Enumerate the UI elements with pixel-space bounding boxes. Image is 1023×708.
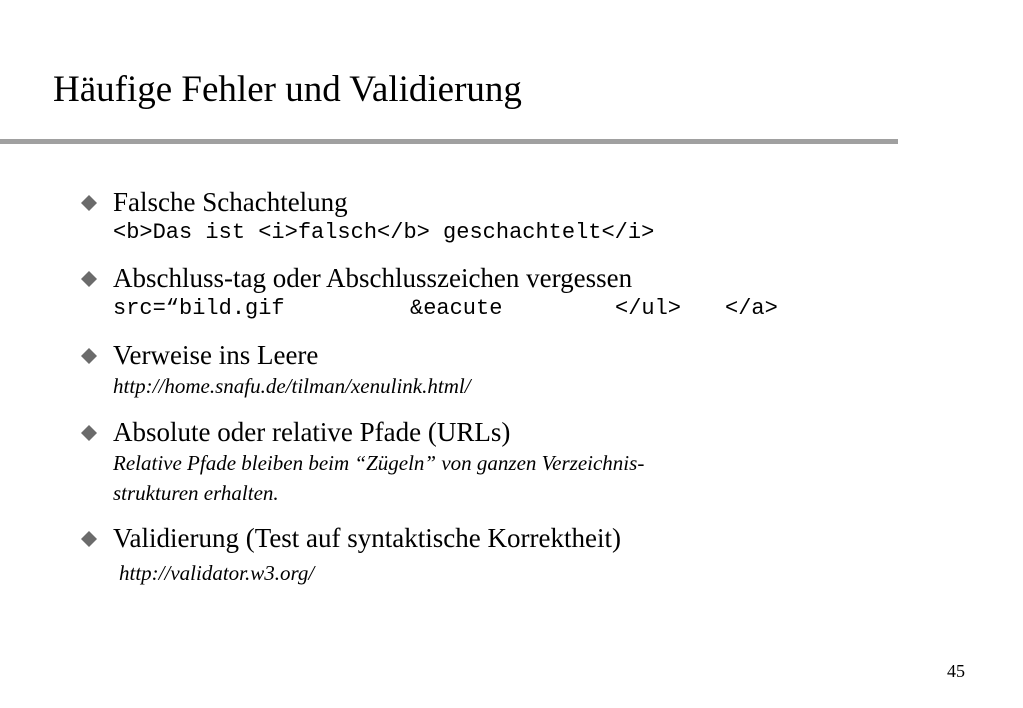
- diamond-bullet-icon: [80, 270, 98, 288]
- code-example-row: [113, 294, 778, 324]
- code-example-src: src=“bild.gif: [113, 296, 285, 321]
- slide-title: Häufige Fehler und Validierung: [53, 69, 522, 110]
- item-heading: Abschluss-tag oder Abschlusszeichen vergessen: [113, 263, 633, 293]
- item-heading: Absolute oder relative Pfade (URLs): [113, 417, 511, 447]
- note-text-line2: strukturen erhalten.: [113, 481, 279, 505]
- diamond-bullet-icon: [80, 424, 98, 442]
- item-heading: Validierung (Test auf syntaktische Korrektheit): [113, 523, 621, 553]
- code-example-entity: &eacute: [410, 296, 503, 321]
- title-divider: [0, 139, 898, 144]
- link-text[interactable]: http://validator.w3.org/: [119, 561, 315, 585]
- code-example-a: </a>: [725, 296, 778, 321]
- page-number: 45: [947, 661, 965, 681]
- code-example-ul: </ul>: [615, 296, 682, 321]
- diamond-bullet-icon: [80, 347, 98, 365]
- item-heading: Falsche Schachtelung: [113, 187, 348, 217]
- code-example: <b>Das ist <i>falsch</b> geschachtelt</i>: [113, 220, 655, 245]
- item-heading: Verweise ins Leere: [113, 340, 319, 370]
- link-text[interactable]: http://home.snafu.de/tilman/xenulink.html/: [113, 374, 471, 398]
- diamond-bullet-icon: [80, 530, 98, 548]
- diamond-bullet-icon: [80, 194, 98, 212]
- note-text-line1: Relative Pfade bleiben beim “Zügeln” von ganzen Verzeichnis-: [113, 451, 645, 475]
